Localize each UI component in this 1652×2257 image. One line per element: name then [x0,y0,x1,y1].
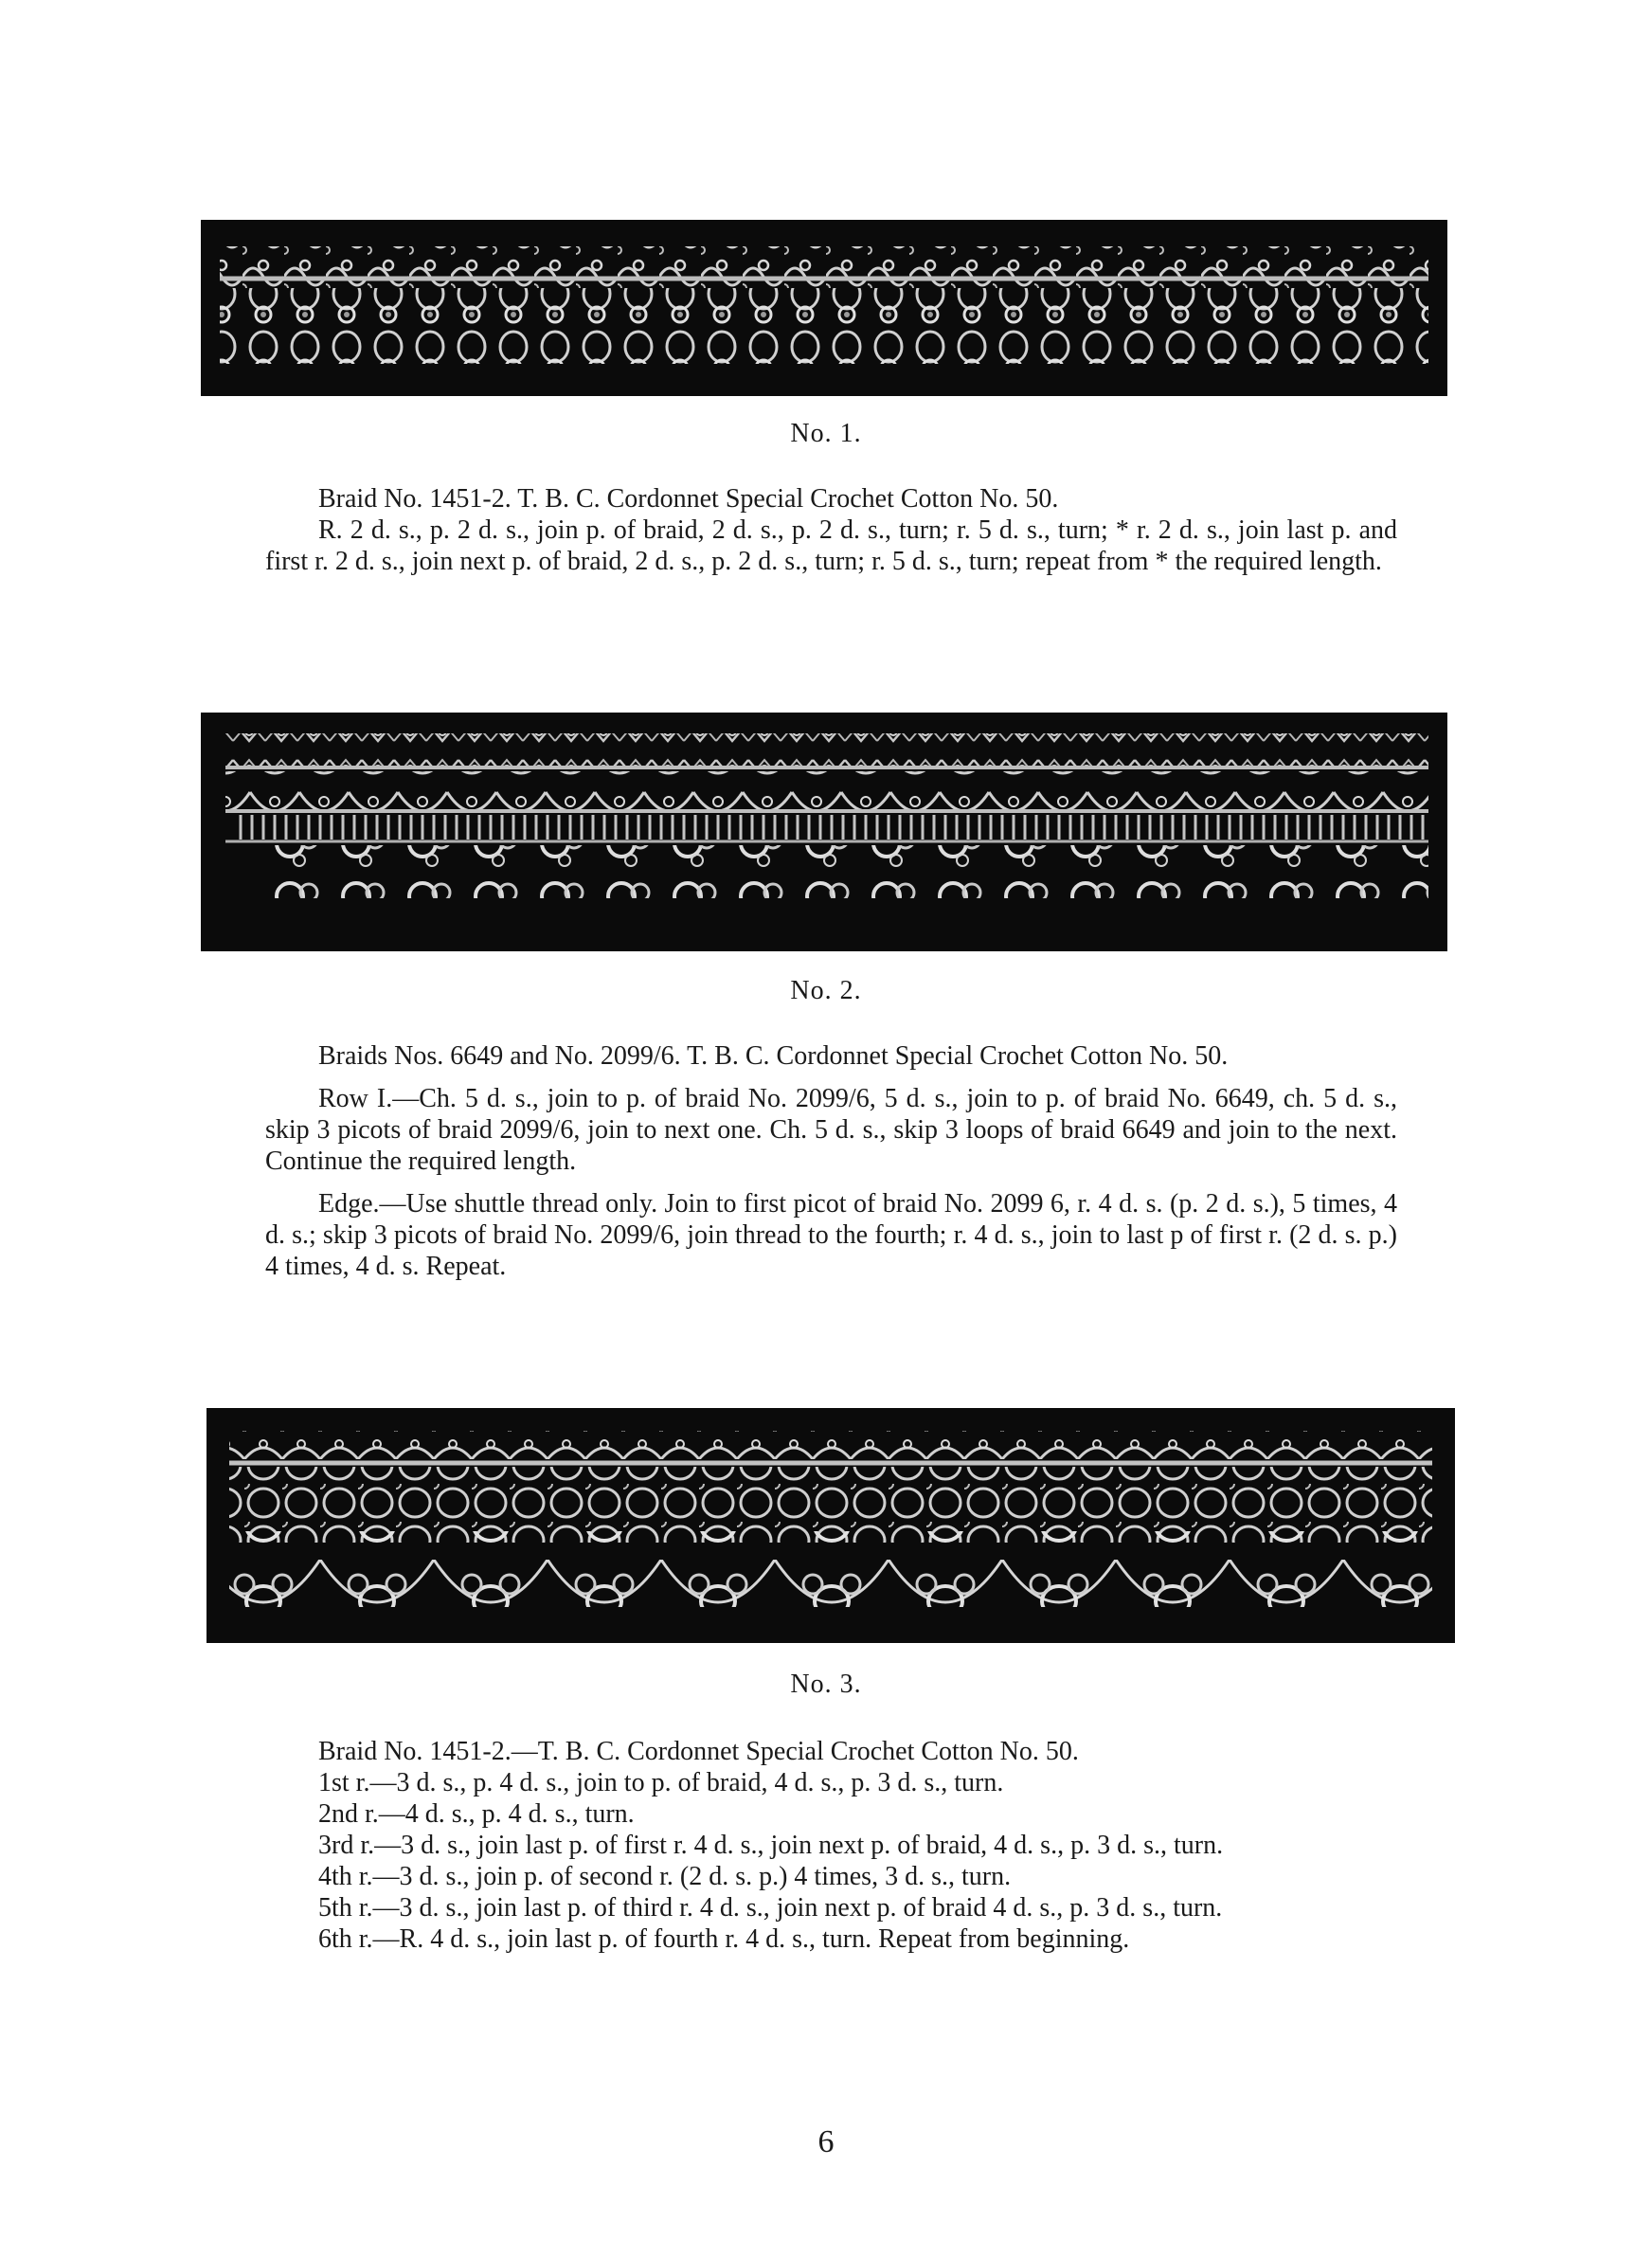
instruction-line: Braid No. 1451-2.—T. B. C. Cordonnet Special Crochet Cotton No. 50. [318,1737,1079,1766]
instruction-line: 3rd r.—3 d. s., join last p. of first r. 4 d. s., join next p. of braid, 4 d. s., p. 3 d. s., turn. [318,1831,1224,1860]
instruction-line: Edge.—Use shuttle thread only. Join to first picot of braid No. 2099 6, r. 4 d. s. (p. 2 d. s.), 5 times, 4 d. s.; skip 3 picots of braid No. 2099/6, join thread to the fourth; r. 4 d. s., join to last p of first r. (2 d. s. p.) 4 times, 4 d. s. Repeat. [265,1189,1397,1281]
instruction-line: 4th r.—3 d. s., join p. of second r. (2 d. s. p.) 4 times, 3 d. s., turn. [318,1862,1012,1891]
instruction-line: 5th r.—3 d. s., join last p. of third r. 4 d. s., join next p. of braid 4 d. s., p. 3 d. s., turn. [318,1893,1223,1923]
instruction-line: 1st r.—3 d. s., p. 4 d. s., join to p. of braid, 4 d. s., p. 3 d. s., turn. [318,1768,1004,1797]
instructions-block [265,483,1397,577]
figure-caption: No. 2. [790,976,862,1005]
instruction-line: 2nd r.—4 d. s., p. 4 d. s., turn. [318,1799,635,1829]
tatted-edging-no-1-photo [201,220,1447,396]
figure-caption: No. 3. [790,1670,862,1699]
page-number: 6 [817,2124,835,2159]
tatted-edging-no-3-photo [206,1408,1455,1643]
instruction-line: R. 2 d. s., p. 2 d. s., join p. of braid, 2 d. s., p. 2 d. s., turn; r. 5 d. s., turn; * r. 2 d. s., join last p. and first r. 2 d. s., join next p. of braid, 2 d. s., p. 2 d. s., turn; r. 5 d. s., turn; repeat from * the required length. [265,515,1397,576]
instructions-block [265,1736,1397,1955]
instruction-line: 6th r.—R. 4 d. s., join last p. of fourth r. 4 d. s., turn. Repeat from beginning. [318,1924,1130,1954]
tatted-edging-no-2-photo [201,713,1447,951]
instruction-line: Braid No. 1451-2. T. B. C. Cordonnet Special Crochet Cotton No. 50. [318,484,1059,514]
instruction-line: Braids Nos. 6649 and No. 2099/6. T. B. C. Cordonnet Special Crochet Cotton No. 50. [318,1041,1229,1071]
figure-caption: No. 1. [790,419,862,448]
instruction-line: Row I.—Ch. 5 d. s., join to p. of braid No. 2099/6, 5 d. s., join to p. of braid No. 6649, ch. 5 d. s., skip 3 picots of braid 2099/6, join to next one. Ch. 5 d. s., skip 3 loops of braid 6649 and join to the next. Continue the required length. [265,1084,1397,1176]
instructions-block [265,1040,1397,1282]
